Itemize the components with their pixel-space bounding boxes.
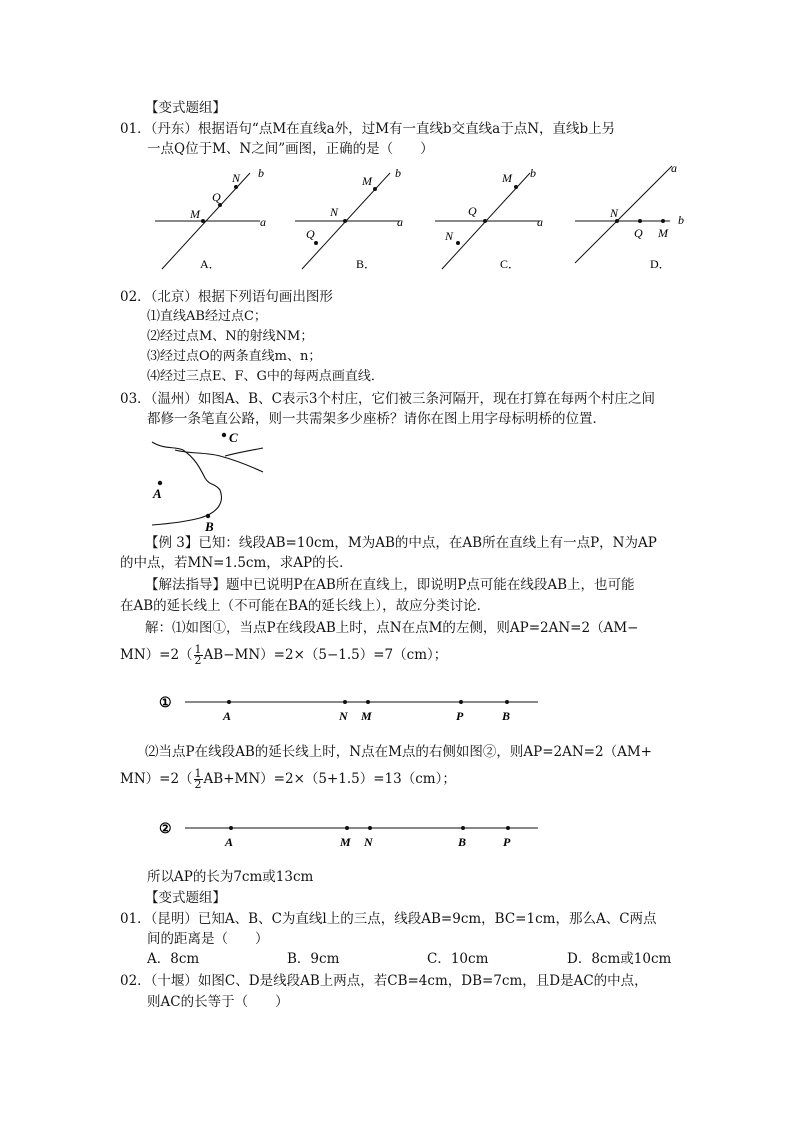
section-heading: 【变式题组】 (145, 100, 226, 116)
question-s2-1-line1: 01．（昆明）已知A、B、C为直线l上的三点，线段AB=9cm，BC=1cm，那么A、C两点 (120, 911, 657, 927)
option-a-label: A． (200, 257, 221, 271)
label-m: M (502, 171, 512, 185)
option-c-label: C． (500, 257, 521, 271)
svg-text:N: N (364, 835, 373, 849)
svg-text:M: M (361, 709, 372, 723)
label-m: M (362, 174, 372, 188)
option-d-label: D． (650, 257, 671, 271)
figure-option-d (570, 160, 695, 275)
label-q: Q (634, 226, 643, 240)
label-b: b (258, 166, 264, 180)
solution-guide-line2: 在AB的延长线上（不可能在BA的延长线上），故应分类讨论． (120, 598, 491, 614)
segment-figure-2 (155, 816, 545, 851)
question-2-item-3: ⑶经过点O的两条直线m、n； (147, 349, 322, 364)
conclusion: 所以AP的长为7cm或13cm (147, 869, 314, 885)
label-n: N (330, 205, 339, 219)
label-q: Q (306, 227, 315, 241)
village-c-label: C (229, 430, 238, 445)
option-d: D．8cm或10cm (567, 951, 672, 967)
label-q: Q (212, 190, 221, 204)
label-q: Q (468, 204, 477, 218)
question-s2-2-line1: 02．（十堰）如图C、D是线段AB上两点，若CB=4cm，DB=7cm，且D是AC的中点， (120, 973, 648, 989)
label-b: b (530, 166, 536, 180)
question-2-item-2: ⑵经过点M、N的射线NM； (147, 329, 314, 344)
option-c: C．10cm (427, 951, 489, 967)
svg-text:P: P (503, 835, 511, 849)
question-2-item-4: ⑷经过三点E、F、G中的每两点画直线． (147, 369, 384, 384)
svg-text:B: B (502, 709, 511, 723)
question-2-title: 02．（北京）根据下列语句画出图形 (120, 289, 333, 305)
village-b-label: B (205, 519, 214, 533)
figure-option-c (430, 165, 555, 275)
fraction-one-half: $\frac{1}{2}$ (194, 643, 202, 667)
label-m: M (190, 207, 200, 221)
svg-text:A: A (225, 835, 234, 849)
fraction-one-half: $\frac{1}{2}$ (194, 767, 202, 791)
example-3-line1: 【例 3】已知：线段AB=10cm，M为AB的中点，在AB所在直线上有一点P，N为AP (145, 535, 657, 551)
figure-2-marker: ② (159, 822, 172, 837)
label-a: a (537, 215, 543, 229)
figure-1-marker: ① (159, 696, 172, 711)
question-s2-1-line2: 间的距离是（ ） (147, 931, 269, 947)
svg-text:M: M (340, 835, 351, 849)
example-3-line2: 的中点，若MN=1.5cm，求AP的长． (120, 555, 353, 571)
label-a: a (260, 215, 266, 229)
label-b: b (678, 213, 684, 227)
svg-text:A: A (223, 709, 232, 723)
option-a: A．8cm (147, 951, 200, 967)
svg-text:P: P (456, 709, 464, 723)
solution-2-line2: MN）=2（ $\frac{1}{2}$ AB+MN）=2×（5+1.5）=13（cm）； (120, 767, 456, 791)
label-n: N (445, 229, 454, 243)
label-n: N (610, 206, 619, 220)
option-b-label: B． (356, 257, 377, 271)
question-3-line1: 03．（温州）如图A、B、C表示3个村庄，它们被三条河隔开，现在打算在每两个村庄之间 (120, 391, 656, 407)
section-heading-2: 【变式题组】 (145, 890, 226, 906)
question-1-line2: 一点Q位于M、N之间”画图，正确的是（ ） (147, 141, 434, 157)
label-a: a (671, 161, 677, 175)
label-b: b (395, 166, 401, 180)
question-1-line1: 01．（丹东）根据语句“点M在直线a外，过M有一直线b交直线a于点N，直线b上另 (120, 121, 616, 137)
label-m: M (658, 226, 668, 240)
figure-option-b (290, 165, 415, 275)
solution-guide-line1: 【解法指导】题中已说明P在AB所在直线上，即说明P点可能在线段AB上，也可能 (145, 577, 635, 593)
river-map-figure (145, 428, 270, 533)
village-a-label: A (153, 486, 162, 501)
svg-text:B: B (458, 835, 467, 849)
label-n: N (232, 171, 241, 185)
label-a: a (397, 215, 403, 229)
figure-option-a (150, 165, 270, 275)
solution-1-line1: 解：⑴如图①，当点P在线段AB上时，点N在点M的左侧，则AP=2AN=2（AM− (145, 620, 639, 636)
question-3-line2: 都修一条笔直公路，则一共需架多少座桥？请你在图上用字母标明桥的位置． (147, 411, 606, 427)
option-b: B．9cm (287, 951, 340, 967)
solution-1-line2: MN）=2（ $\frac{1}{2}$ AB−MN）=2×（5−1.5）=7（cm）； (120, 643, 448, 667)
solution-2-line1: ⑵当点P在线段AB的延长线上时，N点在M点的右侧如图②，则AP=2AN=2（AM+ (145, 744, 652, 760)
question-s2-2-line2: 则AC的长等于（ ） (147, 994, 289, 1010)
question-2-item-1: ⑴直线AB经过点C； (147, 309, 267, 324)
svg-text:N: N (339, 709, 348, 723)
segment-figure-1 (155, 690, 545, 725)
